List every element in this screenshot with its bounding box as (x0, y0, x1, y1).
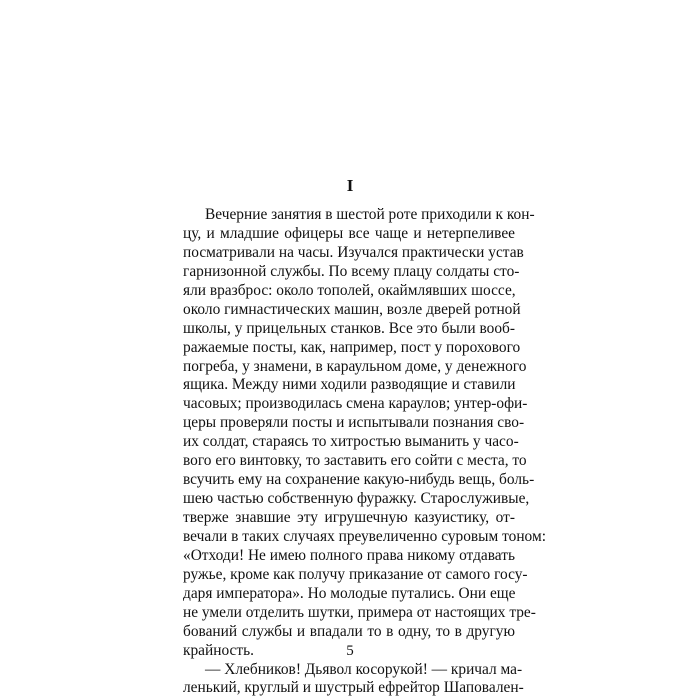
text-line: вечали в таких случаях преувеличенно суровым тоном: (183, 527, 546, 545)
body-text (183, 206, 546, 698)
text-line: крайность. (183, 641, 254, 659)
text-line: ражаемые посты, как, например, пост у порохового (183, 338, 521, 356)
text-line: шею частью собственную фуражку. Старослуживые, (183, 490, 530, 508)
text-line: всучить ему на сохранение какую-нибудь вещь, боль- (183, 471, 535, 489)
text-line: ленький, круглый и шустрый ефрейтор Шаповален- (183, 679, 524, 697)
text-line: «Отходи! Не имею полного права никому отдавать (183, 546, 515, 564)
text-line: школы, у прицельных станков. Все это были вооб- (183, 319, 515, 337)
text-line: не умели отделить шутки, примера от настоящих тре- (183, 603, 536, 621)
text-line: даря императора». Но молодые путались. Они еще (183, 584, 516, 602)
page-number: 5 (346, 643, 354, 659)
text-line: часовых; производилась смена караулов; унтер-офи- (183, 395, 528, 413)
text-line: церы проверяли посты и испытывали познания сво- (183, 414, 525, 432)
text-line: цу, и младшие офицеры все чаще и нетерпеливее (183, 224, 515, 242)
text-line: Вечерние занятия в шестой роте приходили к кон- (205, 206, 535, 223)
text-line: вого его винтовку, то заставить его сойти с места, то (183, 452, 527, 470)
text-line: яли вразброс: около тополей, окаймлявших шоссе, (183, 281, 516, 299)
text-line: погреба, у знамени, в караульном доме, у денежного (183, 357, 527, 375)
text-line: их солдат, стараясь то хитростью выманить у часо- (183, 433, 519, 451)
text-line: ружье, кроме как получу приказание от самого госу- (183, 565, 528, 583)
text-line: ящика. Между ними ходили разводящие и ставили (183, 376, 516, 394)
text-line: около гимнастических машин, возле дверей ротной (183, 300, 521, 318)
text-line: — Хлебников! Дьявол косорукой! — кричал ма- (205, 660, 523, 678)
text-line: бований службы и впадали то в одну, то в другую (183, 622, 515, 640)
chapter-number: I (346, 176, 354, 195)
text-line: тверже знавшие эту игрушечную казуистику, от- (183, 509, 515, 526)
text-line: посматривали на часы. Изучался практически устав (183, 243, 524, 261)
text-line: гарнизонной службы. По всему плацу солдаты сто- (183, 262, 520, 280)
